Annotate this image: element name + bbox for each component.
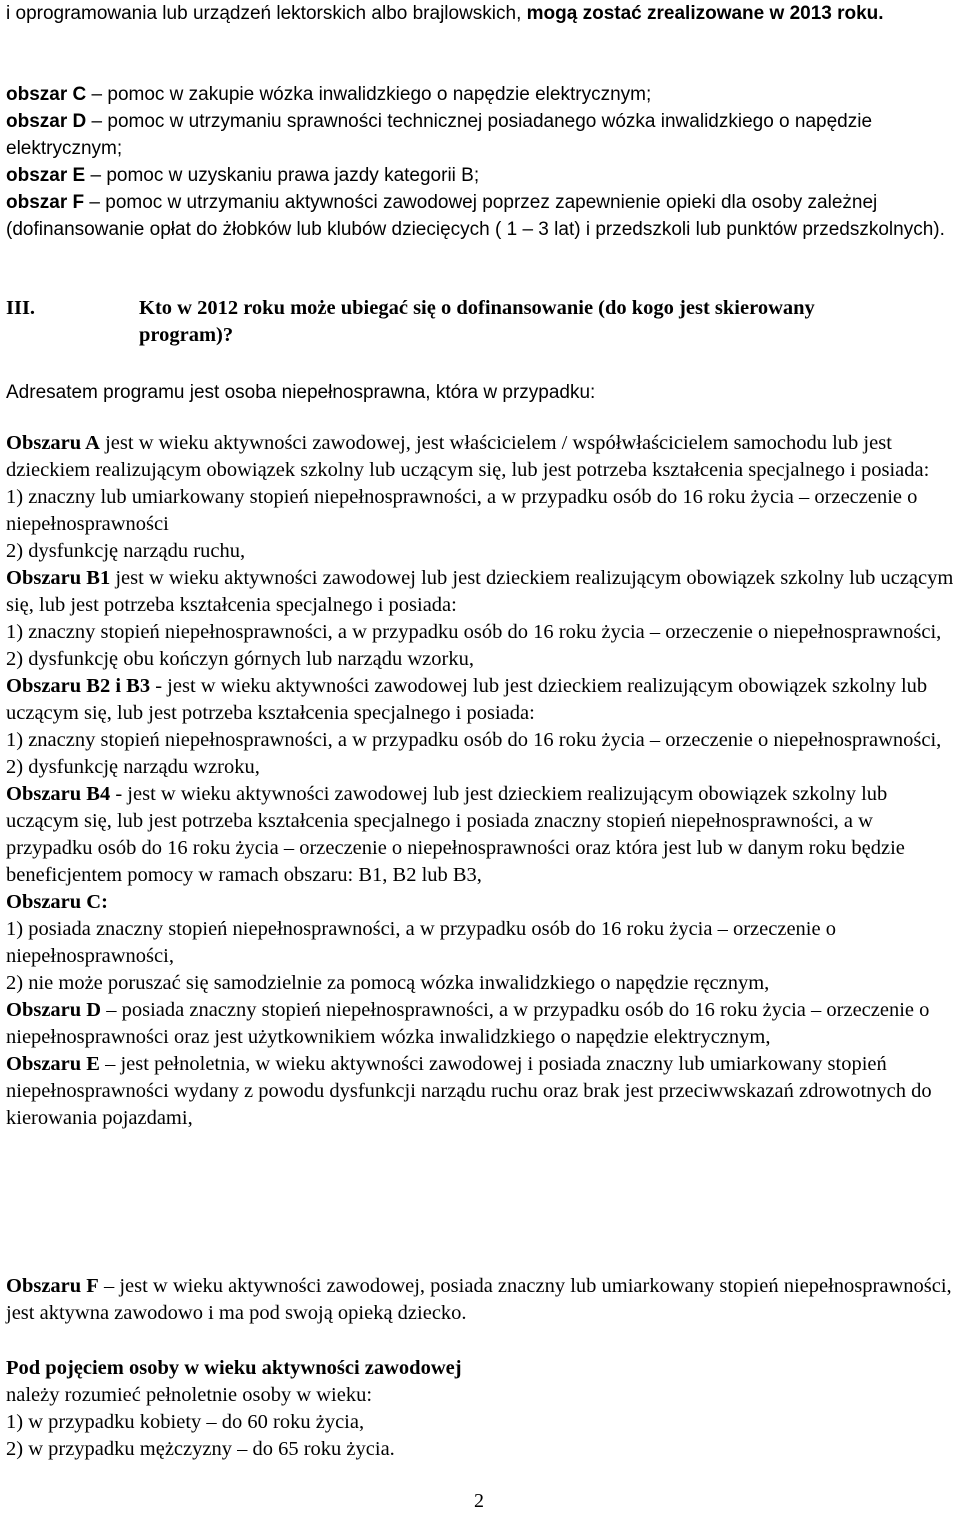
obszar-c-paragraph (6, 889, 956, 916)
obszar-c-label: Obszaru C: (6, 891, 108, 913)
obszar-b1-label: Obszaru B1 (6, 567, 111, 589)
obszar-e-paragraph (6, 1051, 956, 1132)
obszar-c-item: 1) posiada znaczny stopień niepełnosprawności, a w przypadku osób do 16 roku życia – orzeczenie o niepełnosprawności, (6, 918, 836, 967)
obszar-b2b3-label: Obszaru B2 i B3 (6, 675, 151, 697)
intro-paragraph (6, 0, 956, 27)
obszar-b1-paragraph (6, 565, 956, 619)
obszar-f-label: Obszaru F (6, 1275, 99, 1297)
obszar-d-paragraph (6, 997, 956, 1051)
area-text: – pomoc w utrzymaniu aktywności zawodowej poprzez zapewnienie opieki dla osoby zależnej (dofinansowanie opłat do żłobków lub klubów dziecięcych ( 1 – 3 lat) i przedszkoli lub punktów przedszkolnych). (6, 192, 945, 240)
obszar-a-text: jest w wieku aktywności zawodowej, jest właścicielem / współwłaścicielem samochodu lub jest dzieckiem realizującym obowiązek szkolny lub uczącym się, lub jest potrzeba kształcenia specjalnego i posiada: (6, 432, 930, 481)
area-item (6, 189, 956, 243)
area-item (6, 162, 956, 189)
definition-item: 2) w przypadku mężczyzny – do 65 roku życia. (6, 1438, 395, 1460)
page-number: 2 (474, 1490, 484, 1512)
obszar-b4-text: - jest w wieku aktywności zawodowej lub jest dzieckiem realizującym obowiązek szkolny lub uczącym się, lub jest potrzeba kształcenia specjalnego i posiada znaczny stopień niepełnosprawności, a w przypadku osób do 16 roku życia – orzeczenie o niepełnosprawności oraz która jest lub w danym roku będzie beneficjentem pomocy w ramach obszaru: B1, B2 lub B3, (6, 783, 905, 886)
obszar-b2b3-paragraph (6, 673, 956, 727)
obszar-a-label: Obszaru A (6, 432, 100, 454)
area-text: – pomoc w utrzymaniu sprawności technicznej posiadanego wózka inwalidzkiego o napędzie elektrycznym; (6, 111, 873, 159)
area-item (6, 108, 956, 162)
obszar-e-text: – jest pełnoletnia, w wieku aktywności zawodowej i posiada znaczny lub umiarkowany stopień niepełnosprawności wydany z powodu dysfunkcji narządu ruchu oraz brak jest przeciwwskazań zdrowotnych do kierowania pojazdami, (6, 1053, 932, 1129)
obszar-b2b3-text: - jest w wieku aktywności zawodowej lub jest dzieckiem realizującym obowiązek szkolny lub uczącym się, lub jest potrzeba kształcenia specjalnego i posiada: (6, 675, 928, 724)
obszar-f-text: – jest w wieku aktywności zawodowej, posiada znaczny lub umiarkowany stopień niepełnosprawności, jest aktywna zawodowo i ma pod swoją opieką dziecko. (6, 1275, 952, 1324)
obszar-a-item: 2) dysfunkcję narządu ruchu, (6, 540, 246, 562)
area-label: obszar D (6, 111, 87, 132)
addressee-paragraph: Adresatem programu jest osoba niepełnosprawna, która w przypadku: (6, 382, 596, 403)
intro-lead: i oprogramowania lub urządzeń lektorskich albo brajlowskich, (6, 3, 522, 24)
section-number: III. (6, 297, 36, 319)
obszar-d-label: Obszaru D (6, 999, 102, 1021)
definition-lead: należy rozumieć pełnoletnie osoby w wieku: (6, 1384, 373, 1406)
obszar-c-item: 2) nie może poruszać się samodzielnie za pomocą wózka inwalidzkiego o napędzie ręcznym, (6, 972, 770, 994)
obszar-d-text: – posiada znaczny stopień niepełnosprawności, a w przypadku osób do 16 roku życia – orzeczenie o niepełnosprawności oraz jest użytkownikiem wózka inwalidzkiego o napędzie elektrycznym, (6, 999, 930, 1048)
area-label: obszar F (6, 192, 85, 213)
area-text: – pomoc w uzyskaniu prawa jazdy kategorii B; (90, 165, 480, 186)
definition-item: 1) w przypadku kobiety – do 60 roku życia, (6, 1411, 365, 1433)
obszar-b2b3-item: 1) znaczny stopień niepełnosprawności, a w przypadku osób do 16 roku życia – orzeczenie o niepełnosprawności, (6, 729, 942, 751)
area-item (6, 81, 956, 108)
section-title-line: program)? (139, 324, 234, 346)
obszar-f-paragraph (6, 1273, 956, 1327)
definition-block (6, 1355, 956, 1463)
eligibility-body (6, 430, 956, 1132)
obszar-a-paragraph (6, 430, 956, 484)
definition-title: Pod pojęciem osoby w wieku aktywności zawodowej (6, 1357, 462, 1379)
area-label: obszar E (6, 165, 86, 186)
obszar-a-item: 1) znaczny lub umiarkowany stopień niepełnosprawności, a w przypadku osób do 16 roku życia – orzeczenie o niepełnosprawności (6, 486, 918, 535)
area-label: obszar C (6, 84, 87, 105)
obszar-e-label: Obszaru E (6, 1053, 100, 1075)
areas-list (6, 81, 956, 243)
section-title-line: Kto w 2012 roku może ubiegać się o dofinansowanie (do kogo jest skierowany (139, 297, 815, 319)
obszar-b1-text: jest w wieku aktywności zawodowej lub jest dzieckiem realizującym obowiązek szkolny lub uczącym się, lub jest potrzeba kształcenia specjalnego i posiada: (6, 567, 954, 616)
intro-bold: mogą zostać zrealizowane w 2013 roku. (526, 3, 884, 24)
obszar-f-block (6, 1273, 956, 1327)
obszar-b1-item: 2) dysfunkcję obu kończyn górnych lub narządu wzorku, (6, 648, 474, 670)
obszar-b2b3-item: 2) dysfunkcję narządu wzroku, (6, 756, 260, 778)
area-text: – pomoc w zakupie wózka inwalidzkiego o napędzie elektrycznym; (91, 84, 652, 105)
obszar-b4-label: Obszaru B4 (6, 783, 111, 805)
obszar-b1-item: 1) znaczny stopień niepełnosprawności, a w przypadku osób do 16 roku życia – orzeczenie o niepełnosprawności, (6, 621, 942, 643)
section-title (139, 295, 939, 349)
obszar-b4-paragraph (6, 781, 956, 889)
